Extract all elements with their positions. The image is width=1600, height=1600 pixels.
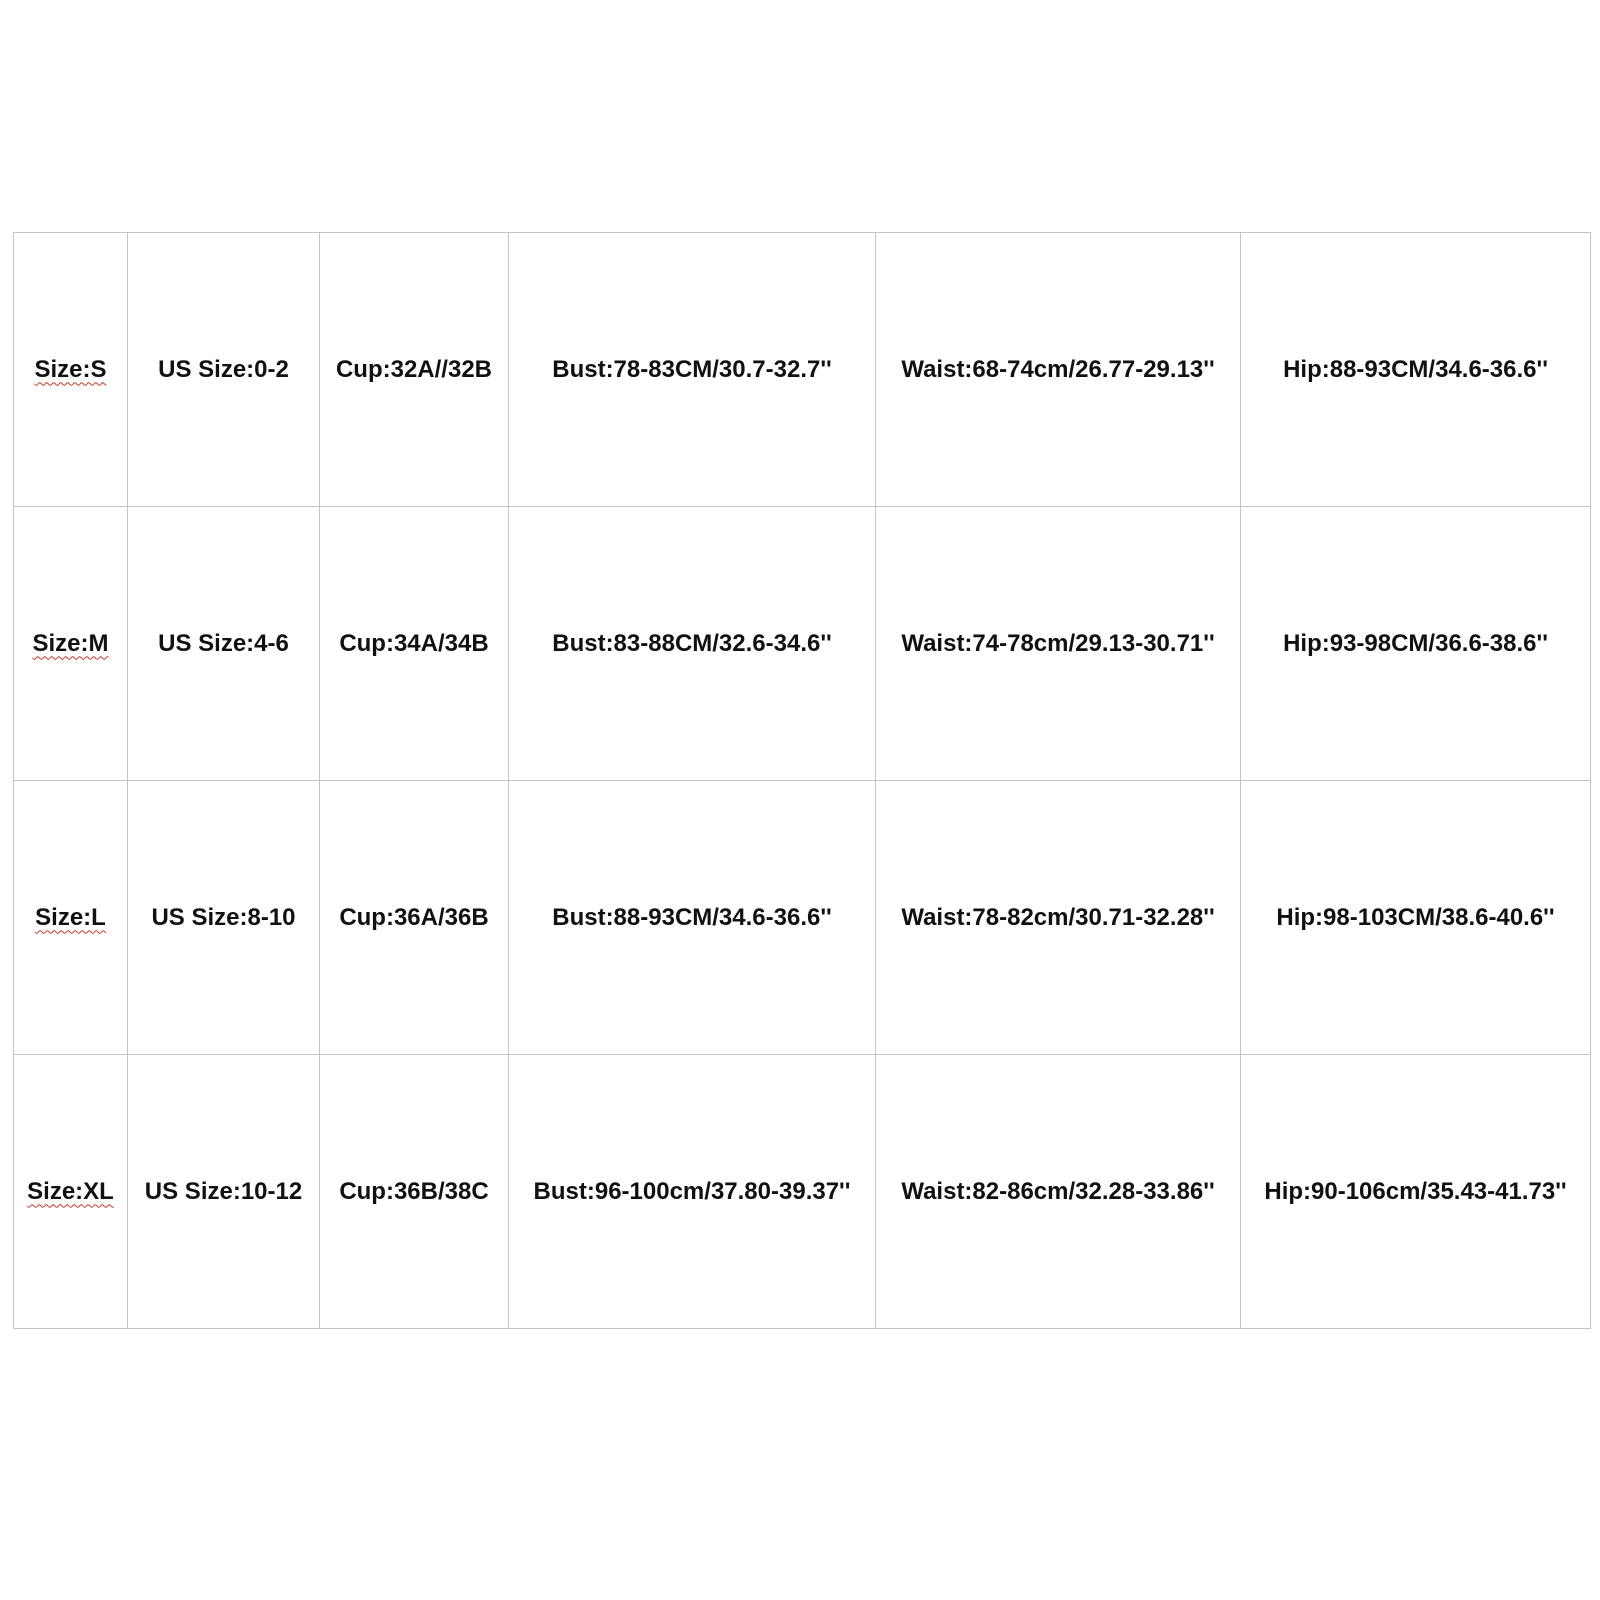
table-row <box>14 781 1591 1055</box>
us-size-cell: US Size:4-6 <box>128 507 320 781</box>
hip-cell: Hip:88-93CM/34.6-36.6'' <box>1241 233 1591 507</box>
hip-cell: Hip:93-98CM/36.6-38.6'' <box>1241 507 1591 781</box>
bust-cell: Bust:83-88CM/32.6-34.6'' <box>509 507 876 781</box>
waist-cell: Waist:78-82cm/30.71-32.28'' <box>876 781 1241 1055</box>
size-cell <box>14 507 128 781</box>
waist-cell: Waist:82-86cm/32.28-33.86'' <box>876 1055 1241 1329</box>
bust-cell: Bust:88-93CM/34.6-36.6'' <box>509 781 876 1055</box>
cup-cell: Cup:32A//32B <box>320 233 509 507</box>
size-label: Size:L <box>35 903 106 931</box>
size-cell <box>14 233 128 507</box>
size-cell <box>14 1055 128 1329</box>
bust-cell: Bust:96-100cm/37.80-39.37'' <box>509 1055 876 1329</box>
waist-cell: Waist:68-74cm/26.77-29.13'' <box>876 233 1241 507</box>
cup-cell: Cup:34A/34B <box>320 507 509 781</box>
size-cell <box>14 781 128 1055</box>
cup-cell: Cup:36A/36B <box>320 781 509 1055</box>
size-label: Size:XL <box>27 1177 114 1205</box>
table-row <box>14 1055 1591 1329</box>
hip-cell: Hip:90-106cm/35.43-41.73'' <box>1241 1055 1591 1329</box>
table-row <box>14 507 1591 781</box>
cup-cell: Cup:36B/38C <box>320 1055 509 1329</box>
us-size-cell: US Size:0-2 <box>128 233 320 507</box>
hip-cell: Hip:98-103CM/38.6-40.6'' <box>1241 781 1591 1055</box>
us-size-cell: US Size:8-10 <box>128 781 320 1055</box>
table-row <box>14 233 1591 507</box>
size-label: Size:M <box>32 629 109 657</box>
size-chart-table <box>13 232 1591 1329</box>
bust-cell: Bust:78-83CM/30.7-32.7'' <box>509 233 876 507</box>
size-label: Size:S <box>34 355 107 383</box>
waist-cell: Waist:74-78cm/29.13-30.71'' <box>876 507 1241 781</box>
us-size-cell: US Size:10-12 <box>128 1055 320 1329</box>
